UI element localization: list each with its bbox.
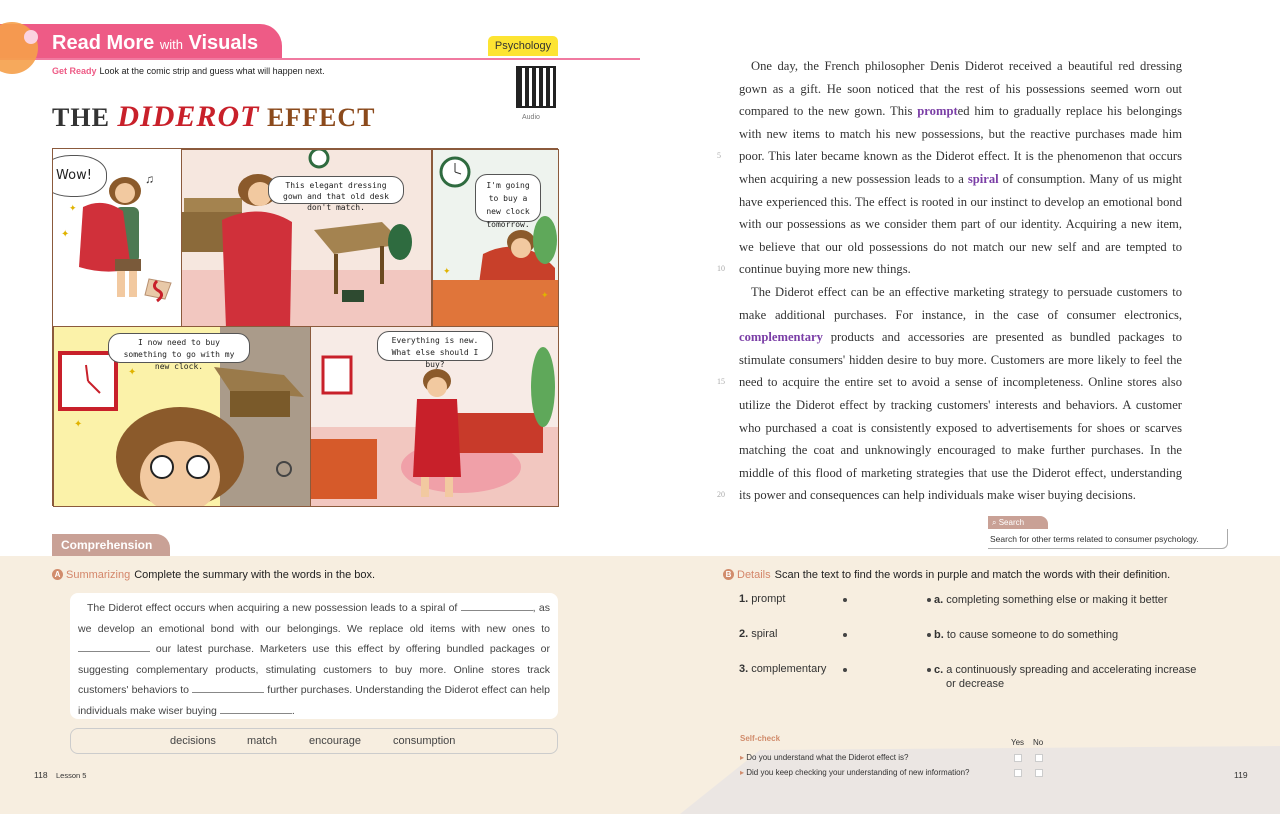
purple-word-complementary[interactable]: complementary bbox=[739, 330, 823, 345]
definition-item: a. completing something else or making it better bbox=[934, 594, 1168, 606]
page-number-right: 119 bbox=[1234, 770, 1248, 780]
paragraph-1: One day, the French philosopher Denis Diderot received a beautiful red dressing gown as a gift. He soon noticed that the rest of his possessions seemed worn out compared to the new gown. This prompted him to gradually replace his belongings with new items to match his new possessions, but the reactive purchases made him poor. This later became known as the Diderot effect. It is the phenomenon that occurs when acquiring a new possession leads to a spiral of consumption. Many of us might have experienced this. The effect is rooted in our instinct to develop an emotional bond with our possessions as we consider them part of our identity. Acquiring a new item, we believe that our old possessions do not match our new self and are tempted to continue buying more new things. bbox=[739, 59, 1182, 277]
purple-word-spiral[interactable]: spiral bbox=[967, 171, 999, 186]
search-tab[interactable]: ⌕ Search bbox=[988, 516, 1048, 529]
word-option[interactable]: consumption bbox=[393, 735, 456, 747]
comic-panel-2 bbox=[181, 149, 432, 327]
no-label: No bbox=[1033, 738, 1044, 747]
svg-text:✦: ✦ bbox=[69, 203, 77, 213]
yes-checkbox[interactable] bbox=[1014, 769, 1022, 777]
qr-code-icon[interactable] bbox=[516, 66, 556, 108]
blank-input[interactable] bbox=[78, 641, 150, 652]
svg-text:✦: ✦ bbox=[541, 290, 549, 300]
word-option[interactable]: encourage bbox=[309, 735, 361, 747]
yes-checkbox[interactable] bbox=[1014, 754, 1022, 762]
svg-text:✦: ✦ bbox=[443, 266, 451, 276]
selfcheck-question: ▸ Do you understand what the Diderot effect is? bbox=[740, 753, 909, 762]
blank-input[interactable] bbox=[192, 682, 264, 693]
search-prompt[interactable]: Search for other terms related to consumer psychology. bbox=[988, 529, 1228, 549]
line-number: 10 bbox=[717, 264, 725, 273]
match-dot[interactable] bbox=[927, 598, 931, 602]
term-item: 1. prompt bbox=[739, 593, 786, 605]
word-option[interactable]: match bbox=[247, 735, 277, 747]
svg-text:✦: ✦ bbox=[74, 419, 83, 430]
speech-bubble: Wow! bbox=[53, 155, 107, 197]
line-number: 20 bbox=[717, 490, 725, 499]
section-title: Read More with Visuals bbox=[52, 32, 259, 54]
line-number: 5 bbox=[717, 151, 721, 160]
match-dot[interactable] bbox=[843, 668, 847, 672]
page-title: THE DIDEROT EFFECT bbox=[52, 100, 376, 133]
match-dot[interactable] bbox=[843, 633, 847, 637]
selfcheck-background bbox=[640, 744, 1280, 814]
comic-panel-3 bbox=[432, 149, 559, 327]
audio-label: Audio bbox=[522, 114, 540, 121]
comic-panel-4 bbox=[53, 326, 311, 507]
term-item: 2. spiral bbox=[739, 628, 778, 640]
comic-strip bbox=[52, 148, 558, 506]
svg-text:♫: ♫ bbox=[145, 172, 154, 186]
no-checkbox[interactable] bbox=[1035, 754, 1043, 762]
blank-input[interactable] bbox=[220, 703, 292, 714]
speech-bubble: I now need to buy something to go with my new clock. bbox=[108, 333, 250, 363]
get-ready-instruction: Get Ready Look at the comic strip and guess what will happen next. bbox=[52, 66, 325, 76]
comic-panel-5 bbox=[310, 326, 559, 507]
svg-text:✦: ✦ bbox=[61, 229, 70, 240]
svg-text:✦: ✦ bbox=[128, 367, 137, 378]
blank-input[interactable] bbox=[461, 600, 533, 611]
definition-item: b. to cause someone to do something bbox=[934, 629, 1119, 641]
lesson-label: Lesson 5 bbox=[56, 771, 87, 780]
selfcheck-label: Self-check bbox=[740, 734, 781, 743]
header-decoration-dot bbox=[24, 30, 38, 44]
diderot-with-gown-illustration bbox=[53, 149, 181, 327]
purple-word-prompt[interactable]: prompt bbox=[917, 104, 958, 119]
definition-item: c. a continuously spreading and accelerating increase or decrease bbox=[934, 664, 1197, 690]
no-checkbox[interactable] bbox=[1035, 769, 1043, 777]
term-item: 3. complementary bbox=[739, 663, 827, 675]
speech-bubble: I'm going to buy a new clock tomorrow. bbox=[475, 174, 541, 222]
yes-label: Yes bbox=[1011, 738, 1025, 747]
line-number: 15 bbox=[717, 377, 725, 386]
section-b-heading: B Details Scan the text to find the words in purple and match the words with their definition. bbox=[723, 569, 1170, 581]
speech-bubble: This elegant dressing gown and that old desk don't match. bbox=[268, 176, 404, 204]
reading-passage bbox=[739, 55, 1182, 507]
section-a-heading: A Summarizing Complete the summary with the words in the box. bbox=[52, 569, 375, 581]
summary-text: The Diderot effect occurs when acquiring a new possession leads to a spiral of , as we develop an emotional bond with our belongings. We replace old items with new ones to our latest purchase. Marketers use this effect by offering bundled packages or suggesting complementary products, stimulating customers to buy more. Online stores track customers' behaviors to further purchases. Understanding the Diderot effect can help individuals make wiser buying . bbox=[78, 602, 550, 717]
comprehension-tab: Comprehension bbox=[52, 534, 170, 556]
comic-panel-1 bbox=[53, 149, 181, 327]
match-dot[interactable] bbox=[927, 633, 931, 637]
search-icon: ⌕ bbox=[992, 518, 999, 527]
match-dot[interactable] bbox=[843, 598, 847, 602]
paragraph-2: The Diderot effect can be an effective marketing strategy to persuade customers to make additional purchases. For instance, in the case of consumer electronics, complementary products and accessories are presented as bundled packages to stimulate consumers' hidden desire to buy more. Customers are more likely to feel the need to acquire the entire set to avoid a sense of incompleteness. Online stores also utilize the Diderot effect by tracking customers' interests and behaviors. A customer who purchased a coat is consistently exposed to advertisements for shoes or scarves matching the coat and unknowingly encouraged to make further purchases. In the middle of this flood of marketing strategies that use the Diderot effect, understanding its power and consequences can help individuals make wiser buying decisions. bbox=[739, 284, 1182, 503]
selfcheck-question: ▸ Did you keep checking your understanding of new information? bbox=[740, 768, 970, 777]
speech-bubble: Everything is new. What else should I buy? bbox=[377, 331, 493, 361]
subject-tag: Psychology bbox=[488, 36, 558, 56]
page-number-left: 118 bbox=[34, 770, 48, 780]
word-option[interactable]: decisions bbox=[170, 735, 216, 747]
match-dot[interactable] bbox=[927, 668, 931, 672]
